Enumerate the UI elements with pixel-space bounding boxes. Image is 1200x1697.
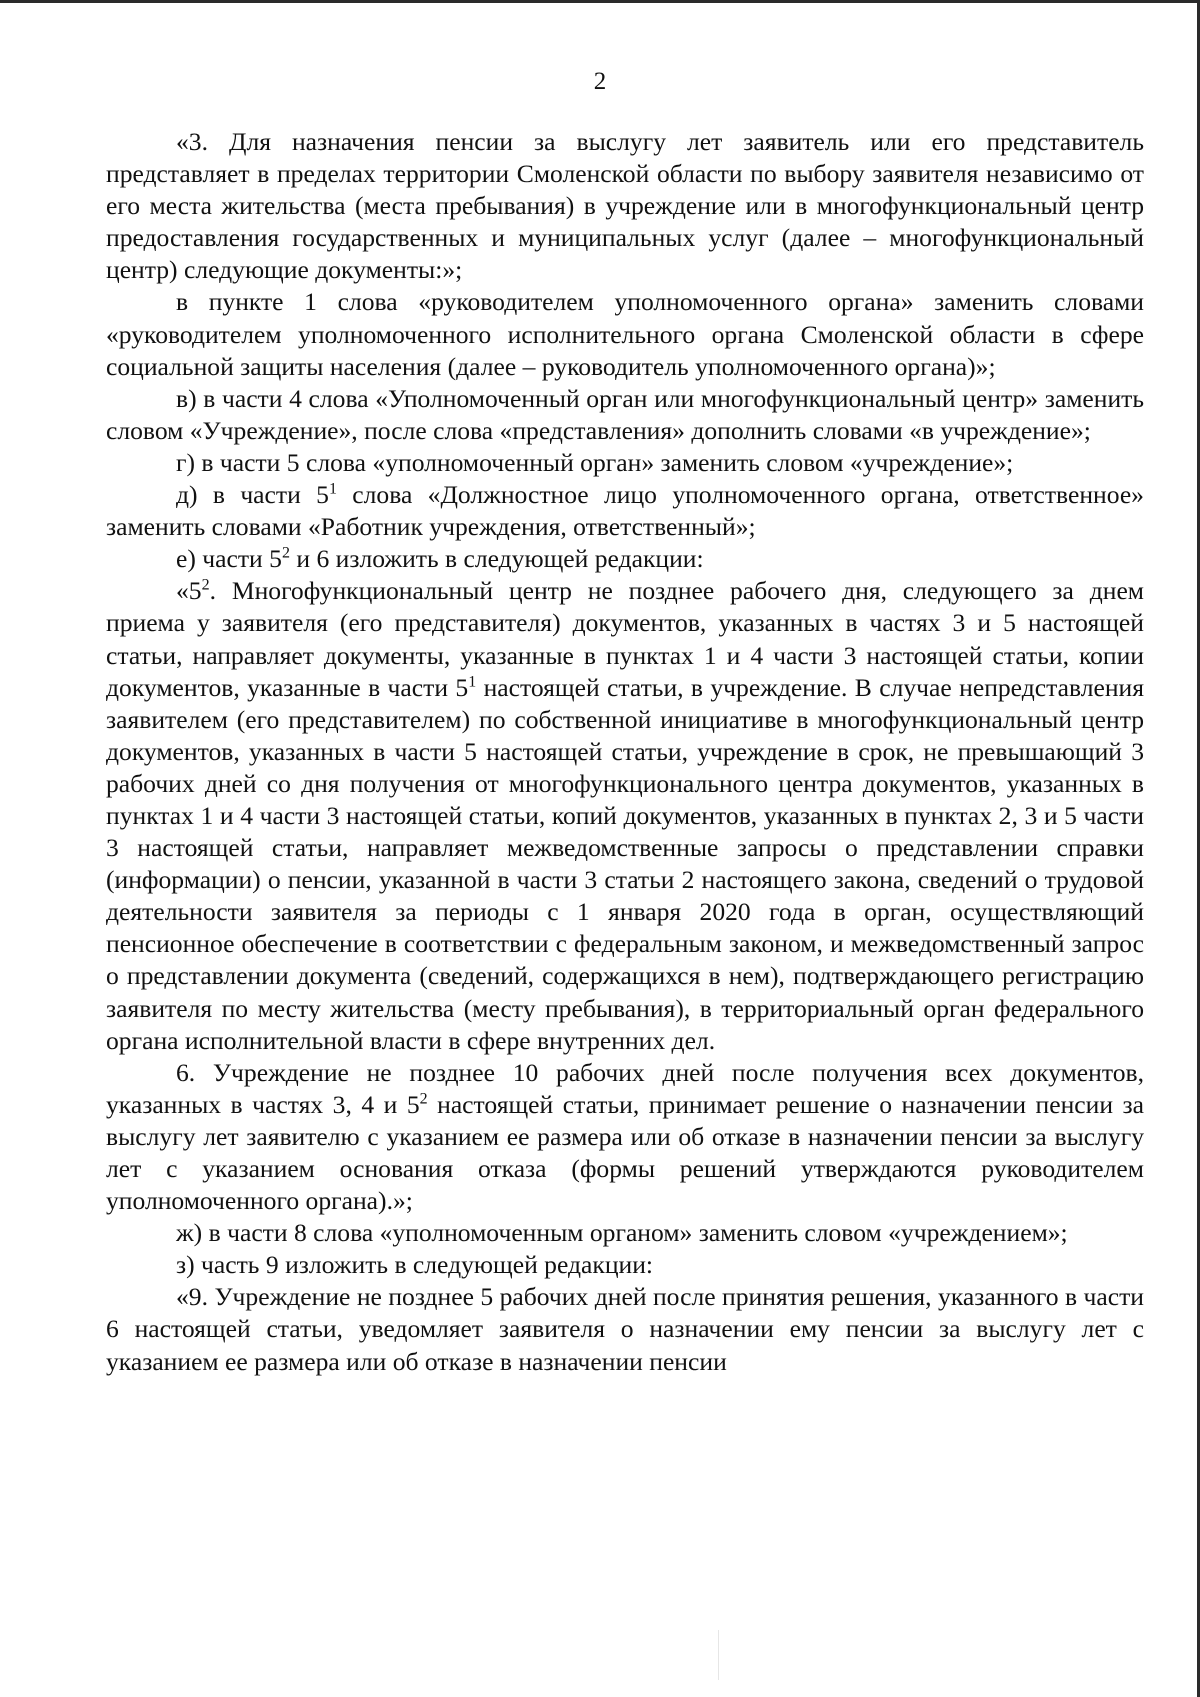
document-body [106,126,1144,1378]
paragraph-amendment-e [106,543,1144,575]
paragraph-amendment-z: з) часть 9 изложить в следующей редакции: [176,1250,654,1280]
superscript: 1 [328,480,337,498]
superscript: 2 [281,544,290,562]
paragraph-text: д) в части 5 [176,480,329,510]
paragraph-amendment-g: г) в части 5 слова «уполномоченный орган» заменить словом «учреждение»; [176,447,1014,477]
superscript: 1 [468,673,477,691]
superscript: 2 [419,1090,428,1108]
paragraph-text: е) части 5 [176,544,282,574]
page-number: 2 [593,68,607,95]
superscript: 2 [201,576,210,594]
paragraph-amendment-zh: ж) в части 8 слова «уполномоченным органом» заменить словом «учреждением»; [176,1218,1068,1248]
scan-fold-mark [718,1630,719,1680]
scan-top-edge [0,0,1200,3]
paragraph-text: «5 [176,576,202,606]
paragraph-text: настоящей статьи, в учреждение. В случае непредставления заявителем (его представителем) по собственной инициативе в многофункциональный центр документов, указанных в части 5 настоящей статьи, учреждение в срок, не превышающий 3 рабочих дней со дня получения от многофункционального центра документов, указанных в пунктах 1 и 4 части 3 настоящей статьи, копий документов, указанных в пунктах 2, 3 и 5 части 3 настоящей статьи, направляет межведомственные запросы о представлении справки (информации) о пенсии, указанной в части 3 статьи 2 настоящего закона, сведений о трудовой деятельности заявителя за периоды с 1 января 2020 года в орган, осуществляющий пенсионное обеспечение в соответствии с федеральным законом, и межведомственный запрос о представлении документа (сведений, содержащихся в нем), подтверждающего регистрацию заявителя по месту жительства (месту пребывания), в территориальный орган федерального органа исполнительной власти в сфере внутренних дел. [106,672,1144,1055]
paragraph-text: и 6 изложить в следующей редакции: [289,544,704,574]
paragraph-text: настоящей статьи, принимает решение о назначении пенсии за выслугу лет заявителю с указанием ее размера или об отказе в назначении пенсии за выслугу лет с указанием основания отказа (формы решений утверждаются руководителем уполномоченного органа).»; [106,1089,1144,1216]
paragraph-text: . Многофункциональный центр не позднее рабочего дня, следующего за днем приема у заявителя (его представителя) документов, указанных в частях 3 и 5 настоящей статьи, направляет документы, указанные в пунктах 1 и 4 части 3 настоящей статьи, копии документов, указанные в части 5 [106,576,1144,702]
paragraph-amendment-d [106,479,1144,543]
paragraph-part-5-2 [106,575,1144,1056]
paragraph-part-3: «3. Для назначения пенсии за выслугу лет заявитель или его представитель представляет в пределах территории Смоленской области по выбору заявителя независимо от его места жительства (места пребывания) в учреждение или в многофункциональный центр предоставления государственных и муниципальных услуг (далее – многофункциональный центр) следующие документы:»; [106,127,1144,285]
paragraph-part-6 [106,1057,1144,1217]
paragraph-item-1-amendment: в пункте 1 слова «руководителем уполномоченного органа» заменить словами «руководителем уполномоченного исполнительного органа Смоленской области в сфере социальной защиты населения (далее – руководитель уполномоченного органа)»; [106,287,1144,381]
paragraph-part-9: «9. Учреждение не позднее 5 рабочих дней после принятия решения, указанного в части 6 настоящей статьи, уведомляет заявителя о назначении ему пенсии за выслугу лет с указанием ее размера или об отказе в назначении пенсии [106,1282,1144,1376]
paragraph-text: слова «Должностное лицо уполномоченного органа, ответственное» заменить словами «Работник учреждения, ответственный»; [106,480,1144,542]
paragraph-amendment-v: в) в части 4 слова «Уполномоченный орган или многофункциональный центр» заменить словом «Учреждение», после слова «представления» дополнить словами «в учреждение»; [106,383,1144,445]
paragraph-text: 6. Учреждение не позднее 10 рабочих дней после получения всех документов, указанных в частях 3, 4 и 5 [106,1057,1144,1119]
